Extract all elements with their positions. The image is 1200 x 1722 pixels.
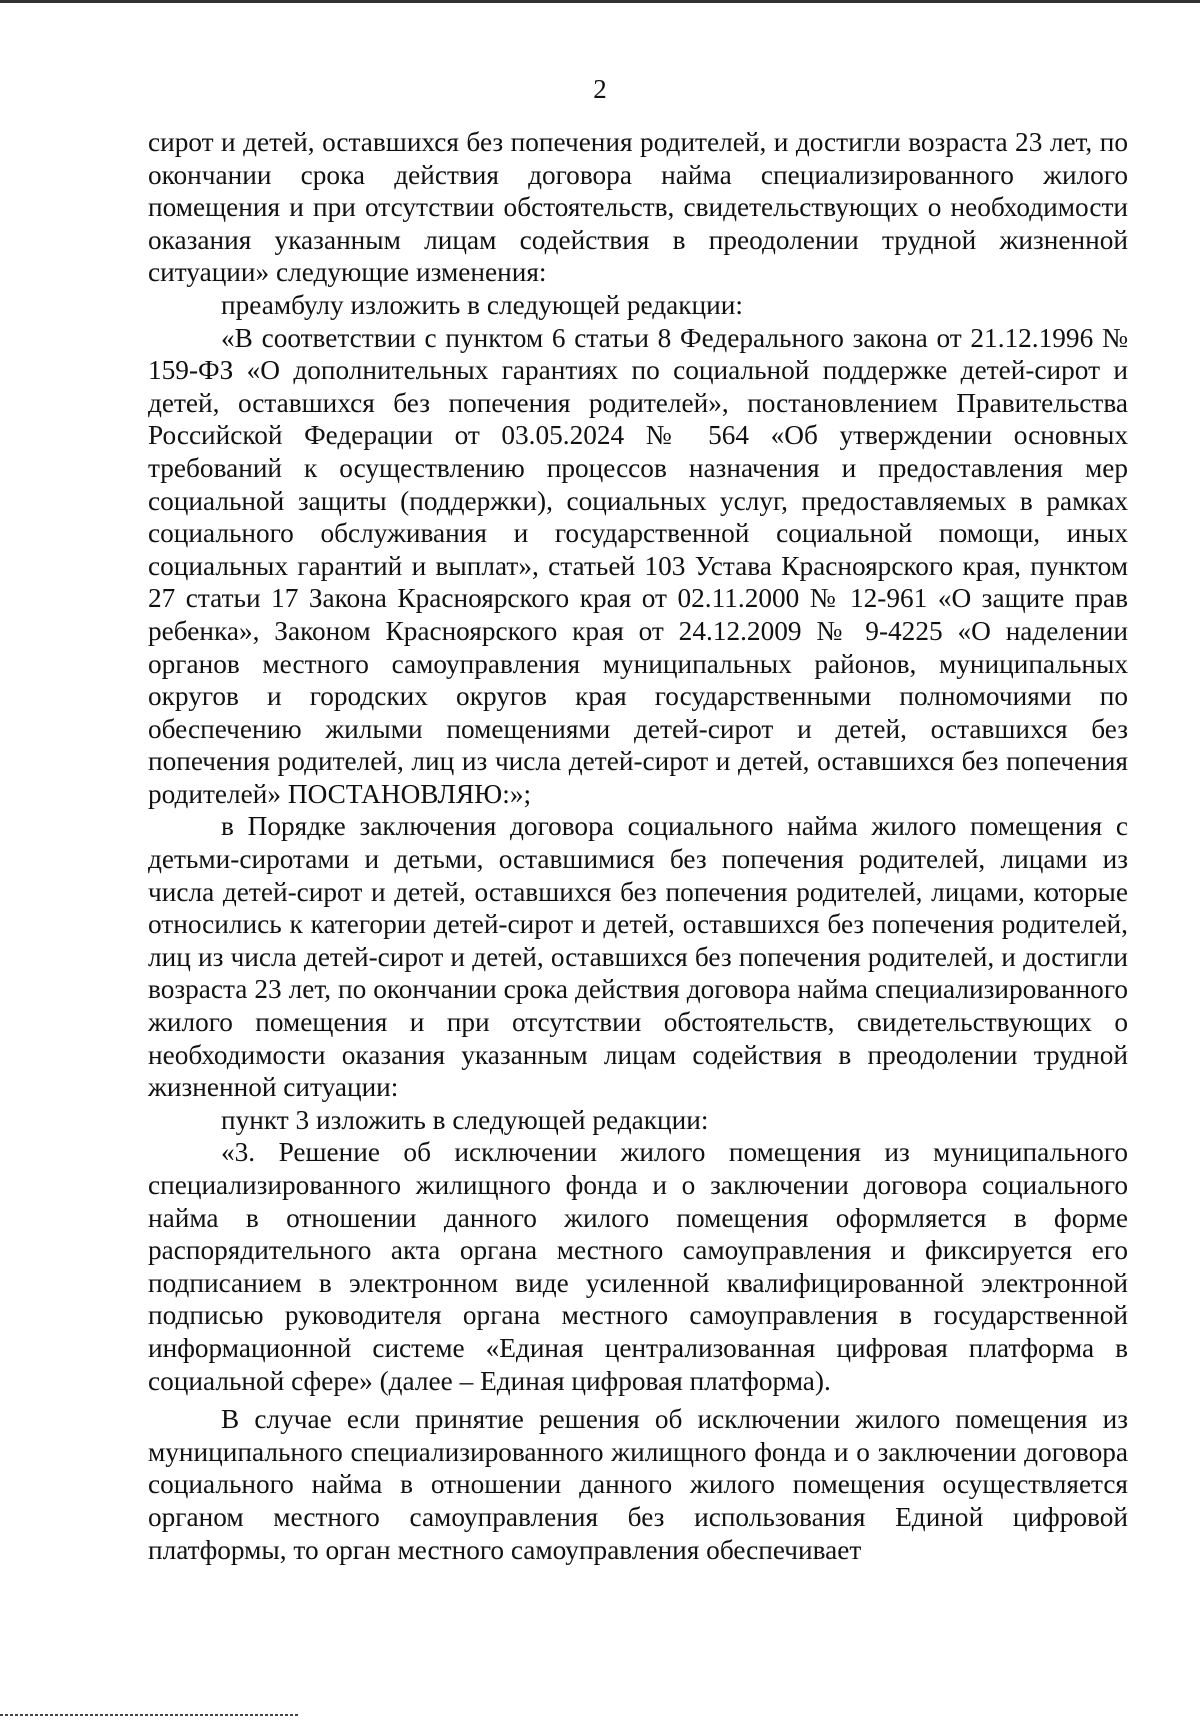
paragraph-preamble-instruction: преамбулу изложить в следующей редакции: xyxy=(221,289,743,320)
scan-edge-bottom xyxy=(0,1714,300,1716)
paragraph-continuation: сирот и детей, оставшихся без попечения родителей, и достигли возраста 23 лет, по окончании срока действия договора найма специализированного жилого помещения и при отсутствии обстоятельств, свидетельствующих о необходимости оказания указанным лицам содействия в преодолении трудной жизненной ситуации» следующие изменения: xyxy=(148,127,1128,288)
paragraph-procedure-intro: в Порядке заключения договора социального найма жилого помещения с детьми-сиротами и детьми, оставшимися без попечения родителей, лицами из числа детей-сирот и детей, оставшихся без попечения родителей, лицами, которые относились к категории детей-сирот и детей, оставшихся без попечения родителей, лиц из числа детей-сирот и детей, оставшихся без попечения родителей, и достигли возраста 23 лет, по окончании срока действия договора найма специализированного жилого помещения и при отсутствии обстоятельств, свидетельствующих о необходимости оказания указанным лицам содействия в преодолении трудной жизненной ситуации: xyxy=(148,811,1128,1103)
scan-edge-top xyxy=(0,0,1200,3)
paragraph-point-3-instruction: пункт 3 изложить в следующей редакции: xyxy=(221,1104,709,1135)
document-body xyxy=(148,126,1128,1566)
paragraph-point-3-continuation: В случае если принятие решения об исключении жилого помещения из муниципального специализированного жилищного фонда и о заключении договора социального найма в отношении данного жилого помещения осуществляется органом местного самоуправления без использования Единой цифровой платформы, то орган местного самоуправления обеспечивает xyxy=(148,1404,1128,1565)
page-number: 2 xyxy=(593,74,607,104)
paragraph-point-3-text: «3. Решение об исключении жилого помещения из муниципального специализированного жилищного фонда и о заключении договора социального найма в отношении данного жилого помещения оформляется в форме распорядительного акта органа местного самоуправления и фиксируется его подписанием в электронном виде усиленной квалифицированной электронной подписью руководителя органа местного самоуправления в государственной информационной системе «Единая централизованная цифровая платформа в социальной сфере» (далее – Единая цифровая платформа). xyxy=(148,1137,1128,1396)
paragraph-preamble-text: «В соответствии с пунктом 6 статьи 8 Федерального закона от 21.12.1996 № 159-ФЗ «О дополнительных гарантиях по социальной поддержке детей-сирот и детей, оставшихся без попечения родителей», постановлением Правительства Российской Федерации от 03.05.2024 № 564 «Об утверждении основных требований к осуществлению процессов назначения и предоставления мер социальной защиты (поддержки), социальных услуг, предоставляемых в рамках социального обслуживания и государственной социальной помощи, иных социальных гарантий и выплат», статьей 103 Устава Красноярского края, пунктом 27 статьи 17 Закона Красноярского края от 02.11.2000 № 12-961 «О защите прав ребенка», Законом Красноярского края от 24.12.2009 № 9-4225 «О наделении органов местного самоуправления муниципальных районов, муниципальных округов и городских округов края государственными полномочиями по обеспечению жилыми помещениями детей-сирот и детей, оставшихся без попечения родителей, лиц из числа детей-сирот и детей, оставшихся без попечения родителей» ПОСТАНОВЛЯЮ:»; xyxy=(148,322,1128,809)
